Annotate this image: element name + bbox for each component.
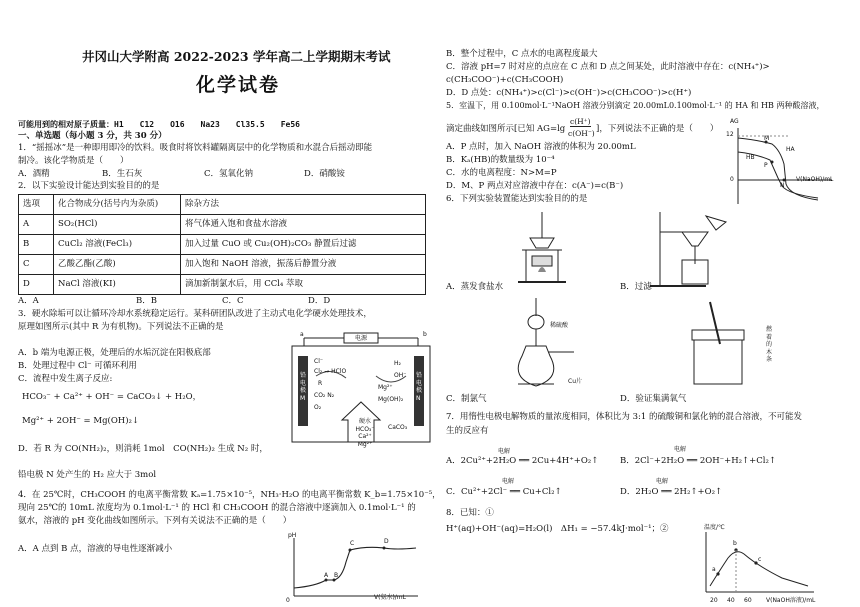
mg-label: Mg²⁺ [378, 384, 393, 391]
q6-option-b: B．过滤 [620, 282, 652, 292]
ph-curve-figure [286, 536, 426, 602]
q7-option-d: D．2H₂O ══ 2H₂↑+O₂↑ [620, 487, 723, 497]
q2-table [18, 194, 426, 295]
table-cell: A [19, 215, 54, 235]
terminal-b-label: b [423, 331, 427, 338]
r-label: R [318, 380, 323, 387]
power-label: 电源 [355, 335, 368, 342]
q1-stem-1: 1．“摇摇冰”是一种即用即冷的饮料。吸食时将饮料罐隔离层中的化学物质和水混合后摇动即能 [18, 143, 373, 153]
electrode-n-label: 铅电极N [416, 372, 423, 402]
dilute-acid-label: 稀硫酸 [550, 322, 569, 329]
q1-option-c: C．氢氧化钠 [204, 169, 254, 179]
cl2-label: Cl₂ → HClO [314, 368, 347, 375]
q4-option-c-2: c(CH₃COO⁻)+c(CH₃COOH) [446, 75, 564, 85]
point-a-label: A [324, 572, 329, 579]
q3-option-d-1: D．若 R 为 CO(NH₂)₂，则消耗 1mol CO(NH₂)₂ 生成 N₂ 时， [18, 444, 268, 454]
q6-option-c: C．制氯气 [446, 394, 487, 404]
ag-tick-0: 0 [730, 176, 734, 183]
filtration-apparatus [646, 208, 736, 290]
q7-option-b: B．2Cl⁻+2H₂O ══ 2OH⁻+H₂↑+Cl₂↑ [620, 456, 777, 466]
ph-x-axis-label: V(氨水)/mL [374, 594, 406, 601]
temp-tick-20: 20 [710, 597, 718, 604]
q3-option-d-2: 铅电极 N 处产生的 H₂ 应大于 3mol [18, 470, 157, 480]
ag-axis-label: AG [730, 118, 739, 125]
q5-stem-1: 5．室温下，用 0.100mol·L⁻¹NaOH 溶液分别滴定 20.00mL0.100mol·L⁻¹ 的 HA 和 HB 两种酸溶液， [446, 101, 825, 110]
q4-option-c-1: C．溶液 pH=7 时对应的点应在 C 点和 D 点之间某处，此时溶液中存在：c(NH₄⁺)> [446, 62, 770, 72]
ph-axis-label: pH [288, 532, 297, 539]
q5-option-d: D．M、P 两点对应溶液中存在：c(A⁻)=c(B⁻) [446, 181, 624, 191]
ag-tick-12: 12 [726, 131, 734, 138]
electrolysis-cond-b: 电解 [674, 446, 687, 453]
point-d-label: D [384, 538, 389, 545]
table-header-cell: 除杂方法 [181, 195, 426, 215]
table-cell: NaCl 溶液(KI) [54, 275, 181, 295]
burning-stick-label: 燃着的木条 [766, 326, 773, 363]
table-row [19, 255, 426, 275]
temp-tick-60: 60 [744, 597, 752, 604]
table-header-cell: 选项 [19, 195, 54, 215]
table-cell: B [19, 235, 54, 255]
ag-x-axis-label: V(NaOH)/mL [796, 176, 834, 183]
q5-stem-2a: 滴定曲线如图所示[已知 AG=lg [446, 124, 566, 134]
hb-curve-label: HB [746, 154, 755, 161]
q4-option-d: D．D 点处：c(NH₄⁺)>c(Cl⁻)>c(OH⁻)>c(CH₃COO⁻)>c(H⁺) [446, 88, 692, 98]
q5-fraction-numerator: c(H⁺) [570, 117, 591, 126]
q7-stem-2: 生的反应有 [446, 426, 489, 436]
h2-label: H₂ [394, 360, 401, 367]
q4-stem-2: 现向 25℃的 10mL 浓度均为 0.1mol·L⁻¹ 的 HCl 和 CH₃COOH 的混合溶液中逐滴加入 0.1mol·L⁻¹ 的 [18, 503, 416, 513]
table-header-cell: 化合物成分(括号内为杂质) [54, 195, 181, 215]
terminal-a-label: a [300, 331, 304, 338]
electrode-m-label: 铅电极M [300, 372, 307, 402]
point-b-label: B [334, 572, 339, 579]
oh-label: OH⁻ [394, 372, 407, 379]
q5-stem-2b: ]，下列说法不正确的是（ ） [596, 124, 719, 134]
q2-option-c: C．C [222, 296, 244, 306]
q3-equation-1: HCO₃⁻ + Ca²⁺ + OH⁻ = CaCO₃↓ + H₂O， [22, 392, 202, 402]
q3-option-a: A．b 端为电源正极，处理后的水垢沉淀在阳极底部 [18, 348, 211, 358]
q4-stem-3: 氨水，溶液的 pH 变化曲线如图所示。下列有关说法不正确的是（ ） [18, 516, 292, 526]
q6-stem: 6．下列实验装置能达到实验目的的是 [446, 194, 588, 204]
q3-option-c: C．流程中发生离子反应: [18, 374, 113, 384]
point-m-label: M [764, 135, 770, 142]
q2-stem: 2．以下实验设计能达到实验目的的是 [18, 181, 160, 191]
ha-curve-label: HA [786, 146, 795, 153]
q8-equation: H⁺(aq)+OH⁻(aq)=H₂O(l) ΔH₁ = −57.4kJ·mol⁻¹；② [446, 524, 669, 534]
q2-option-d: D．D [308, 296, 331, 306]
hard-water-inlet-label: 硬水 HCO₃⁻ Ca²⁺ Mg²⁺ [355, 418, 375, 448]
q7-stem-1: 7．用惰性电极电解物质的量浓度相同，体积比为 3:1 的硫酸铜和氯化钠的混合溶液，不可能发 [446, 412, 802, 422]
q3-option-b: B．处理过程中 Cl⁻ 可循环利用 [18, 361, 137, 371]
table-cell: C [19, 255, 54, 275]
electrolysis-cond-a: 电解 [498, 448, 511, 455]
q3-stem-1: 3．硬水除垢可以让循环冷却水系统稳定运行。某科研团队改进了主动式电化学硬水处理技术， [18, 309, 372, 319]
table-cell: 将气体通入饱和食盐水溶液 [181, 215, 426, 235]
temp-tick-40: 40 [727, 597, 735, 604]
ag-titration-figure [728, 124, 840, 208]
point-c-lower-label: c [758, 556, 762, 563]
table-row [19, 235, 426, 255]
table-cell: SO₂(HCl) [54, 215, 181, 235]
q8-stem: 8．已知：① [446, 508, 494, 518]
q4-option-b: B．整个过程中，C 点水的电离程度最大 [446, 49, 598, 59]
q7-option-c: C．Cu²⁺+2Cl⁻ ══ Cu+Cl₂↑ [446, 487, 562, 497]
electrolysis-cond-d: 电解 [656, 478, 669, 485]
q1-stem-2: 制冷。该化学物质是（ ） [18, 156, 129, 166]
q3-equation-2: Mg²⁺ + 2OH⁻ = Mg(OH)₂↓ [22, 416, 140, 426]
q5-option-b: B．Kₐ(HB)的数量级为 10⁻⁴ [446, 155, 555, 165]
q1-option-a: A．酒精 [18, 169, 50, 179]
point-b-lower-label: b [733, 540, 737, 547]
q1-option-b: B．生石灰 [102, 169, 143, 179]
q3-stem-2: 原理如图所示(其中 R 为有机物)。下列说法不正确的是 [18, 322, 224, 332]
table-cell: 滴加新制氯水后，用 CCl₄ 萃取 [181, 275, 426, 295]
q7-option-a: A．2Cu²⁺+2H₂O ══ 2Cu+4H⁺+O₂↑ [446, 456, 599, 466]
temperature-axis-label: 温度/℃ [704, 524, 725, 531]
q6-option-a: A．蒸发食盐水 [446, 282, 504, 292]
cl-minus-label: Cl⁻ [314, 358, 324, 365]
table-cell: CuCl₂ 溶液(FeCl₃) [54, 235, 181, 255]
electrolysis-cond-c: 电解 [502, 478, 515, 485]
table-cell: 加入过量 CuO 或 Cu₂(OH)₂CO₃ 静置后过滤 [181, 235, 426, 255]
mgoh2-label: Mg(OH)₂ [378, 396, 404, 403]
point-a-lower-label: a [712, 566, 716, 573]
point-p-label: P [764, 162, 768, 169]
ph-origin-label: 0 [286, 597, 290, 604]
q2-option-a: A．A [18, 296, 39, 306]
q2-option-b: B．B [136, 296, 157, 306]
q6-option-d: D．验证集满氧气 [620, 394, 687, 404]
oxygen-jar-apparatus [682, 300, 762, 390]
table-header-row [19, 195, 426, 215]
caco3-label: CaCO₃ [388, 424, 408, 431]
atomic-masses: 可能用到的相对原子质量：H1 C12 O16 Na23 Cl35.5 Fe56 [18, 120, 300, 129]
q1-option-d: D．硝酸铵 [304, 169, 345, 179]
section-1-heading: 一、单选题（每小题 3 分，共 30 分） [18, 131, 167, 141]
table-cell: 乙酸乙酯(乙酸) [54, 255, 181, 275]
table-cell: 加入饱和 NaOH 溶液，振荡后静置分液 [181, 255, 426, 275]
o2-label: O₂ [314, 404, 322, 411]
evaporation-apparatus [512, 210, 572, 288]
point-n-label: N [780, 182, 785, 189]
q5-option-a: A．P 点时，加入 NaOH 溶液的体积为 20.00mL [446, 142, 636, 152]
copper-label: Cu片 [568, 378, 582, 385]
q4-stem-1: 4．在 25℃时，CH₃COOH 的电离平衡常数 Kₐ=1.75×10⁻⁵，NH₃·H₂O 的电离平衡常数 K_b=1.75×10⁻⁵， [18, 490, 441, 500]
subject-title: 化学试卷 [196, 74, 281, 96]
q5-fraction-denominator: c(OH⁻) [568, 129, 595, 138]
table-row [19, 215, 426, 235]
temp-x-axis-label: V(NaOH溶液)/mL [766, 597, 816, 604]
co2-n2-label: CO₂ N₂ [314, 392, 335, 399]
q4-option-a: A．A 点到 B 点，溶液的导电性逐渐减小 [18, 544, 173, 554]
table-cell: D [19, 275, 54, 295]
point-c-label: C [350, 540, 355, 547]
table-row [19, 275, 426, 295]
exam-title: 井冈山大学附高 2022-2023 学年高二上学期期末考试 [82, 49, 391, 64]
q5-option-c: C．水的电离程度：N>M=P [446, 168, 557, 178]
